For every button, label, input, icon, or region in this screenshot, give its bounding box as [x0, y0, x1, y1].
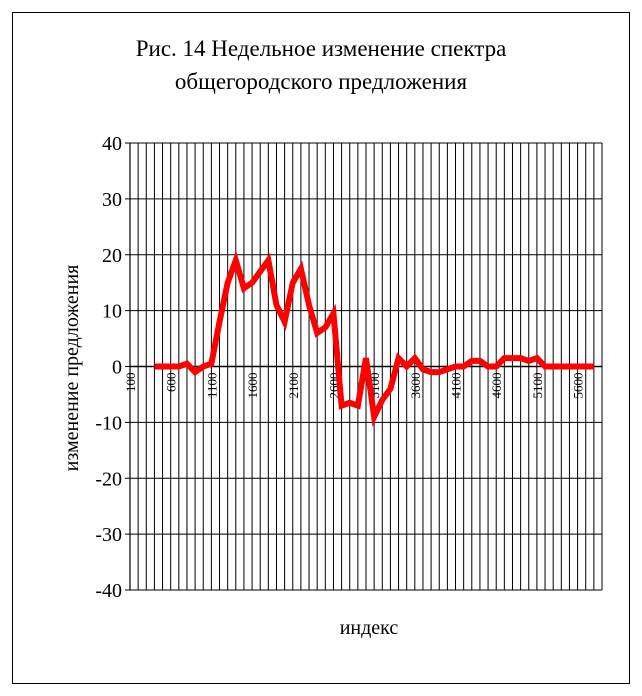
x-tick-label: 100	[123, 372, 138, 392]
y-tick-label: 10	[102, 300, 122, 323]
x-tick-label: 1600	[245, 372, 261, 399]
x-tick-label: 3100	[367, 372, 383, 399]
y-tick-label: -20	[95, 468, 122, 491]
x-tick-label: 2100	[285, 372, 301, 399]
x-tick-label: 4100	[448, 372, 464, 399]
x-tick-label: 600	[163, 372, 179, 392]
y-tick-label: 20	[102, 244, 122, 267]
y-axis-ticks	[95, 133, 130, 602]
y-tick-label: 30	[102, 188, 122, 211]
chart-title-line-2: общегородского предложения	[174, 69, 468, 94]
x-axis-label: индекс	[339, 617, 399, 639]
x-tick-label: 1100	[204, 372, 220, 399]
x-tick-label: 5100	[529, 372, 545, 399]
y-tick-label: -30	[95, 524, 122, 547]
y-tick-label: -40	[95, 580, 122, 602]
chart-title-line-1: Рис. 14 Недельное изменение спектра	[135, 36, 507, 61]
x-tick-label: 4600	[489, 372, 505, 399]
x-tick-label: 3600	[407, 372, 423, 399]
x-tick-label: 2600	[326, 372, 342, 399]
y-tick-label: -10	[95, 412, 122, 435]
y-tick-label: 0	[112, 356, 122, 379]
y-axis-label: изменение предложения	[61, 264, 83, 472]
y-tick-label: 40	[102, 133, 122, 155]
x-tick-label: 5600	[570, 372, 586, 399]
